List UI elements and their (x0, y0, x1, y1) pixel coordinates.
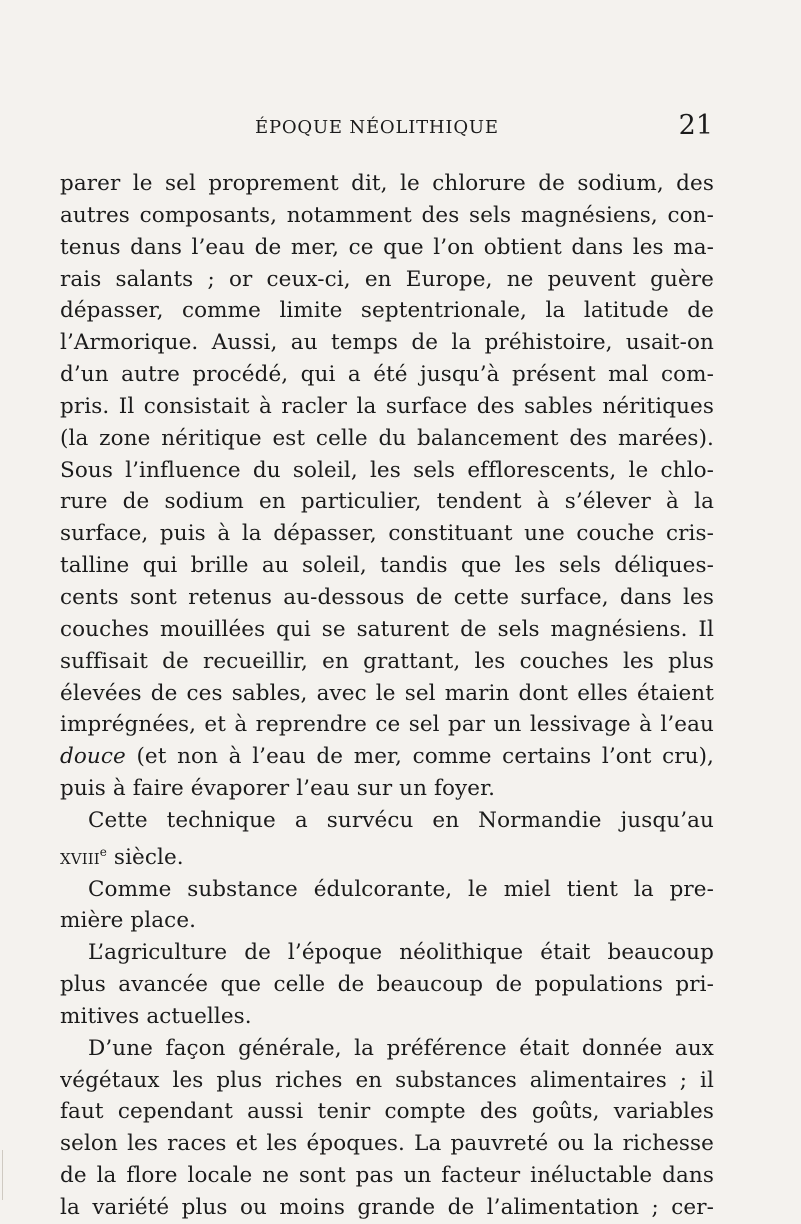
text-line: plus avancée que celle de beaucoup de populations pri- (60, 972, 714, 998)
text-line: mière place. (60, 908, 197, 934)
body-text (60, 168, 714, 1224)
text-line: dépasser, comme limite septentrionale, la latitude de (60, 298, 714, 324)
text-line: cents sont retenus au-dessous de cette surface, dans les (60, 584, 714, 610)
text-line: mitives actuelles. (60, 1003, 252, 1029)
text-span: (et non à l’eau de mer, comme certains l’ont cru), (125, 744, 714, 770)
text-line: rure de sodium en particulier, tendent à s’élever à la (60, 489, 714, 515)
text-line (60, 741, 714, 773)
century-numeral: xviii (60, 844, 100, 870)
page-edge-line (2, 1150, 3, 1200)
text-line: imprégnées, et à reprendre ce sel par un lessivage à l’eau (60, 712, 714, 738)
text-line: D’une façon générale, la préférence était donnée aux (88, 1035, 714, 1061)
text-line: Cette technique a survécu en Normandie jusqu’au (88, 807, 714, 833)
text-span: siècle. (107, 844, 184, 870)
text-line: puis à faire évaporer l’eau sur un foyer. (60, 776, 496, 802)
text-line: autres composants, notamment des sels magnésiens, con- (60, 202, 714, 228)
page-number: 21 (678, 110, 713, 141)
text-line (60, 837, 714, 874)
text-line: talline qui brille au soleil, tandis que les sels déliques- (60, 553, 714, 579)
text-line: parer le sel proprement dit, le chlorure de sodium, des (60, 171, 714, 196)
text-line: la variété plus ou moins grande de l’alimentation ; cer- (60, 1195, 714, 1220)
text-line: végétaux les plus riches en substances alimentaires ; il (60, 1067, 714, 1093)
text-line: tenus dans l’eau de mer, ce que l’on obtient dans les ma- (60, 234, 714, 260)
text-line: suffisait de recueillir, en grattant, les couches les plus (60, 648, 714, 674)
text-line: Comme substance édulcorante, le miel tient la pre- (88, 876, 714, 902)
text-line: selon les races et les époques. La pauvreté ou la richesse (60, 1131, 714, 1157)
running-header (0, 110, 801, 143)
text-line: pris. Il consistait à racler la surface des sables néritiques (60, 393, 714, 419)
text-line: élevées de ces sables, avec le sel marin dont elles étaient (60, 680, 714, 706)
text-line: l’Armorique. Aussi, au temps de la préhistoire, usait-on (60, 330, 714, 356)
italic-word: douce (60, 744, 126, 770)
text-line: L’agriculture de l’époque néolithique était beaucoup (88, 940, 714, 966)
text-line: (la zone néritique est celle du balancement des marées). (60, 425, 714, 451)
text-line: Sous l’influence du soleil, les sels efflorescents, le chlo- (60, 457, 714, 483)
text-line: de la flore locale ne sont pas un facteur inéluctable dans (60, 1163, 714, 1189)
text-line: rais salants ; or ceux-ci, en Europe, ne peuvent guère (60, 266, 714, 292)
text-line: couches mouillées qui se saturent de sels magnésiens. Il (60, 616, 714, 642)
text-line: faut cependant aussi tenir compte des goûts, variables (60, 1099, 714, 1125)
superscript: e (99, 844, 107, 859)
text-line: d’un autre procédé, qui a été jusqu’à présent mal com- (60, 362, 714, 388)
running-title: ÉPOQUE NÉOLITHIQUE (255, 117, 499, 138)
text-line: surface, puis à la dépasser, constituant une couche cris- (60, 521, 714, 547)
